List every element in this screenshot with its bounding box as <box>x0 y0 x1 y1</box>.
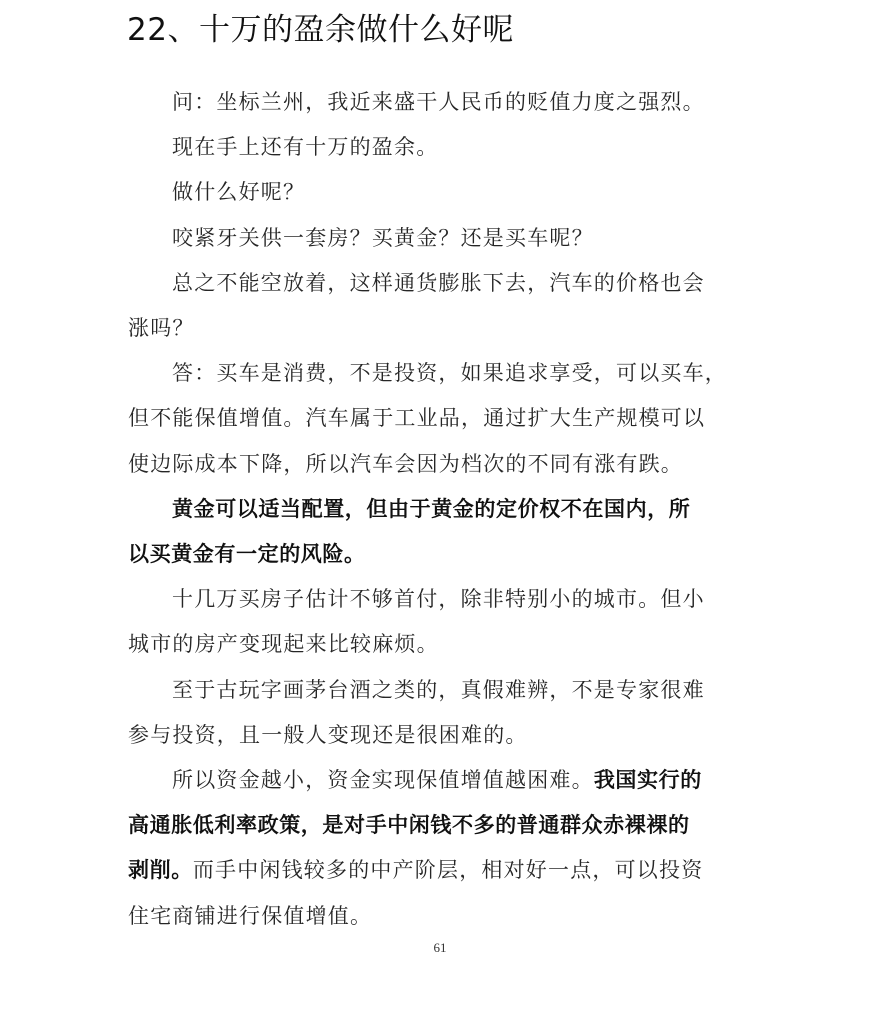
body-text: 但不能保值增值。汽车属于工业品，通过扩大生产规模可以 <box>128 406 706 431</box>
body-text: 使边际成本下降，所以汽车会因为档次的不同有涨有跌。 <box>128 451 683 476</box>
body-text: 涨吗？ <box>128 316 195 341</box>
line-3 <box>128 170 754 215</box>
line-6 <box>128 306 754 351</box>
body-text: 所以资金越小，资金实现保值增值越困难。 <box>172 768 594 793</box>
bold-text: 黄金可以适当配置，但由于黄金的定价权不在国内，所 <box>172 496 691 521</box>
body-text: 咬紧牙关供一套房？买黄金？还是买车呢？ <box>172 225 594 250</box>
page-title: 22、十万的盈余做什么好呢 <box>127 12 514 48</box>
line-12 <box>128 577 754 622</box>
line-5 <box>128 261 754 306</box>
bold-text: 高通胀低利率政策，是对手中闲钱不多的普通群众赤裸裸的 <box>128 813 690 838</box>
line-11 <box>128 532 754 577</box>
line-18 <box>128 848 754 893</box>
body-text: 而手中闲钱较多的中产阶层，相对好一点，可以投资 <box>192 858 704 883</box>
line-19 <box>128 894 754 939</box>
body-text: 十几万买房子估计不够首付，除非特别小的城市。但小 <box>172 587 705 612</box>
answer-text: 答：买车是消费，不是投资，如果追求享受，可以买车， <box>172 361 727 386</box>
line-15 <box>128 713 754 758</box>
bold-text: 剥削。 <box>128 858 193 883</box>
page-number: 61 <box>433 940 447 955</box>
body-text: 参与投资，且一般人变现还是很困难的。 <box>128 722 528 747</box>
question-text: 问：坐标兰州，我近来盛干人民币的贬值力度之强烈。 <box>172 90 705 114</box>
line-9 <box>128 442 754 487</box>
bold-text: 以买黄金有一定的风险。 <box>128 542 366 567</box>
line-13 <box>128 622 754 667</box>
line-7 <box>128 351 754 396</box>
line-16 <box>128 758 754 803</box>
body-text: 总之不能空放着，这样通货膨胀下去，汽车的价格也会 <box>172 270 705 295</box>
line-1 <box>128 80 754 125</box>
line-8 <box>128 396 754 441</box>
body-text: 住宅商铺进行保值增值。 <box>128 903 373 928</box>
body-text: 现在手上还有十万的盈余。 <box>172 135 439 160</box>
line-4 <box>128 216 754 261</box>
bold-text: 我国实行的 <box>593 768 702 793</box>
body-text: 城市的房产变现起来比较麻烦。 <box>128 632 439 657</box>
line-10 <box>128 487 754 532</box>
line-2 <box>128 125 754 170</box>
line-17 <box>128 803 754 848</box>
body-text: 做什么好呢？ <box>172 180 306 205</box>
line-14 <box>128 668 754 713</box>
document-body <box>128 80 754 939</box>
body-text: 至于古玩字画茅台酒之类的，真假难辨，不是专家很难 <box>172 677 705 702</box>
